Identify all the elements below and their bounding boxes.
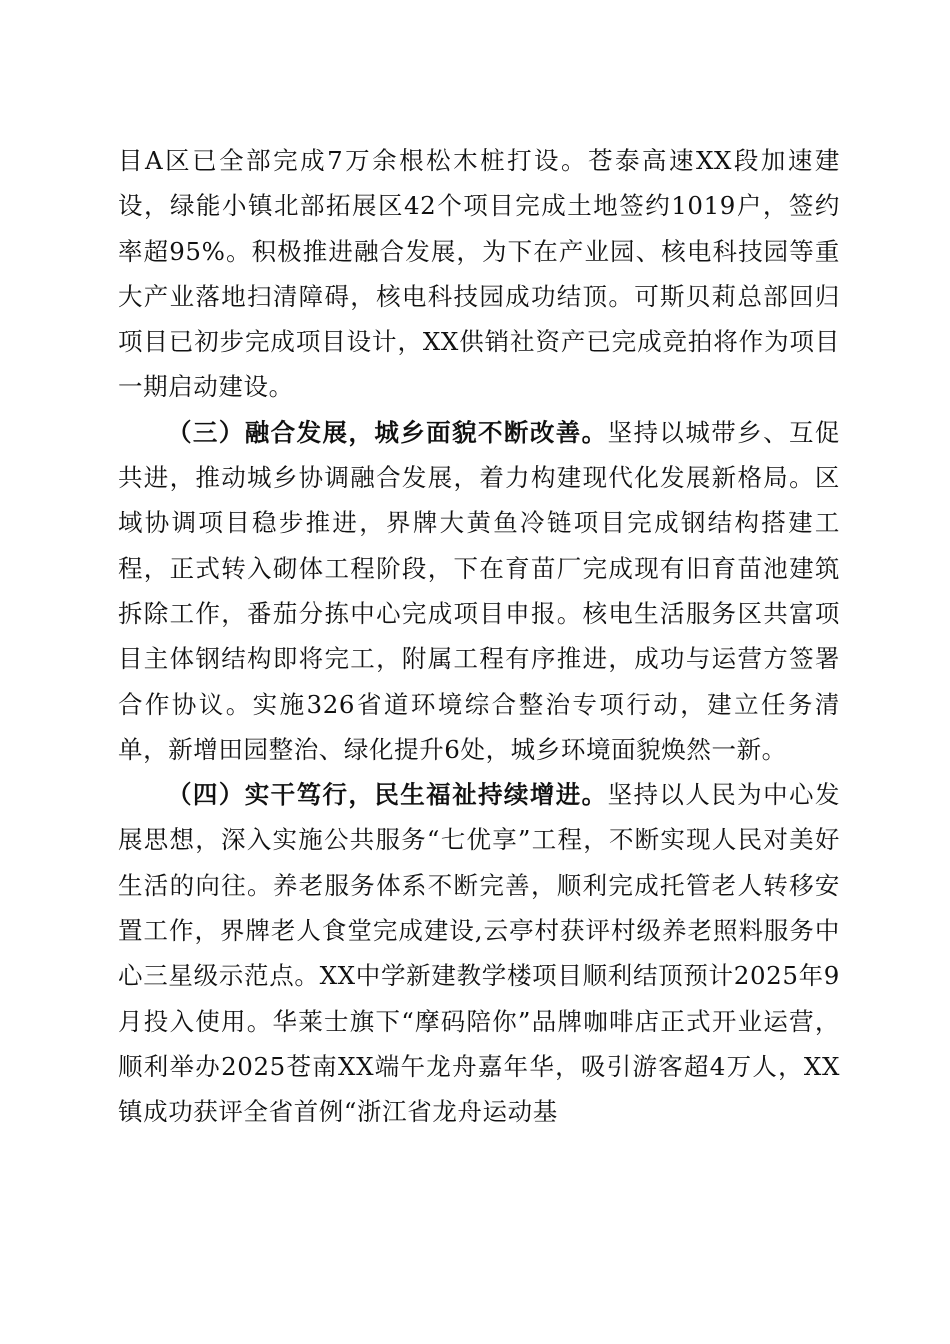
paragraph-continuation — [118, 138, 840, 410]
paragraph-section-three — [118, 410, 840, 772]
paragraph-body: 坚持以人民为中心发展思想，深入实施公共服务“七优享”工程，不断实现人民对美好生活的向往。养老服务体系不断完善，顺利完成托管老人转移安置工作，界牌老人食堂完成建设,云亭村获评村级养老照料服务中心三星级示范点。XX中学新建教学楼项目顺利结顶预计2025年9月投入使用。华莱士旗下“摩码陪你”品牌咖啡店正式开业运营，顺利举办2025苍南XX端午龙舟嘉年华，吸引游客超4万人，XX镇成功获评全省首例“浙江省龙舟运动基 — [118, 780, 841, 1127]
section-heading-three: （三）融合发展，城乡面貌不断改善。 — [167, 417, 608, 447]
paragraph-body: 坚持以城带乡、互促共进，推动城乡协调融合发展，着力构建现代化发展新格局。区域协调项目稳步推进，界牌大黄鱼冷链项目完成钢结构搭建工程，正式转入砌体工程阶段，下在育苗厂完成现有旧育苗池建筑拆除工作，番茄分拣中心完成项目申报。核电生活服务区共富项目主体钢结构即将完工，附属工程有序推进，成功与运营方签署合作协议。实施326省道环境综合整治专项行动，建立任务清单，新增田园整治、绿化提升6处，城乡环境面貌焕然一新。 — [118, 417, 841, 764]
paragraph-section-four — [118, 772, 840, 1134]
document-body — [118, 138, 840, 1135]
section-heading-four: （四）实干笃行，民生福祉持续增进。 — [167, 780, 608, 810]
paragraph-body: 目A区已全部完成7万余根松木桩打设。苍泰高速XX段加速建设，绿能小镇北部拓展区42个项目完成土地签约1019户，签约率超95%。积极推进融合发展，为下在产业园、核电科技园等重大产业落地扫清障碍，核电科技园成功结顶。可斯贝莉总部回归项目已初步完成项目设计，XX供销社资产已完成竞拍将作为项目一期启动建设。 — [118, 146, 840, 402]
